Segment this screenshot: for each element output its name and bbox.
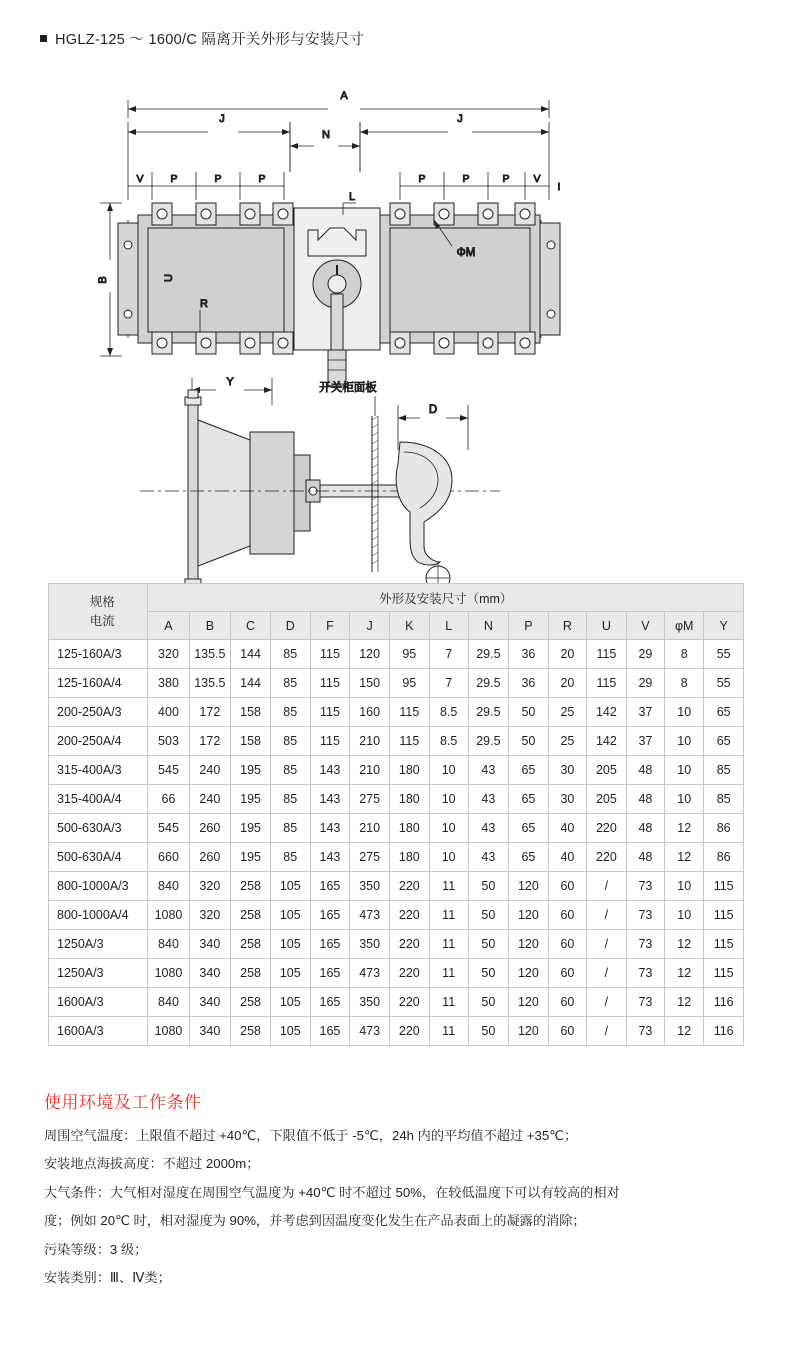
table-cell: 165 [310, 988, 350, 1017]
dim-N-label: N [322, 129, 330, 141]
table-row [49, 1017, 744, 1046]
table-cell: 180 [389, 756, 429, 785]
table-cell: 50 [468, 930, 508, 959]
table-cell: 65 [509, 843, 549, 872]
table-cell: 30 [548, 756, 586, 785]
table-cell: 85 [270, 669, 310, 698]
dim-I-label: I [557, 181, 561, 193]
table-cell: 43 [468, 756, 508, 785]
table-row [49, 698, 744, 727]
column-header: L [429, 612, 468, 640]
table-cell: 85 [704, 785, 744, 814]
table-cell: 320 [189, 901, 231, 930]
table-cell: 340 [189, 959, 231, 988]
table-cell: 150 [350, 669, 390, 698]
table-cell: 50 [468, 988, 508, 1017]
row-spec-label: 800-1000A/4 [49, 901, 148, 930]
table-cell: 205 [587, 756, 627, 785]
row-spec-label: 315-400A/3 [49, 756, 148, 785]
table-cell: 66 [148, 785, 189, 814]
row-spec-label: 125-160A/4 [49, 669, 148, 698]
table-cell: 165 [310, 1017, 350, 1046]
table-cell: 10 [665, 785, 704, 814]
table-cell: 135.5 [189, 669, 231, 698]
table-cell: 29.5 [468, 640, 508, 669]
table-cell: 115 [310, 669, 350, 698]
table-cell: 60 [548, 930, 586, 959]
table-cell: 120 [509, 930, 549, 959]
table-cell: 11 [429, 901, 468, 930]
conditions-section [44, 1088, 754, 1295]
dim-J-left-label: J [219, 113, 225, 125]
table-cell: 160 [350, 698, 390, 727]
table-cell: 258 [231, 872, 271, 901]
table-cell: 220 [389, 959, 429, 988]
dim-V-left-label: V [136, 173, 144, 185]
table-cell: 320 [148, 640, 189, 669]
table-cell: 10 [429, 785, 468, 814]
table-cell: 195 [231, 756, 271, 785]
dim-P6-label: P [502, 173, 510, 185]
table-cell: 180 [389, 785, 429, 814]
table-cell: 220 [389, 1017, 429, 1046]
table-cell: 275 [350, 785, 390, 814]
table-cell: 65 [704, 727, 744, 756]
table-row [49, 756, 744, 785]
conditions-line: 污染等级：3 级； [44, 1241, 148, 1257]
row-spec-label: 315-400A/4 [49, 785, 148, 814]
column-header: Y [704, 612, 744, 640]
dim-R-label: R [200, 298, 208, 310]
table-cell: 30 [548, 785, 586, 814]
column-header: U [587, 612, 627, 640]
table-cell: 840 [148, 872, 189, 901]
table-cell: 10 [665, 901, 704, 930]
row-spec-label: 1600A/3 [49, 988, 148, 1017]
table-cell: 115 [704, 959, 744, 988]
table-cell: 50 [468, 901, 508, 930]
table-cell: 220 [389, 930, 429, 959]
table-cell: 144 [231, 669, 271, 698]
table-cell: 60 [548, 872, 586, 901]
table-cell: 7 [429, 669, 468, 698]
table-cell: 105 [270, 901, 310, 930]
table-cell: 73 [626, 1017, 664, 1046]
table-row [49, 727, 744, 756]
table-cell: 29.5 [468, 727, 508, 756]
table-cell: 115 [389, 727, 429, 756]
table-header-row-1 [49, 584, 744, 612]
table-cell: 258 [231, 988, 271, 1017]
table-cell: 115 [389, 698, 429, 727]
dim-P5-label: P [462, 173, 470, 185]
table-cell: 1080 [148, 901, 189, 930]
table-cell: 220 [587, 843, 627, 872]
table-cell: 473 [350, 1017, 390, 1046]
table-cell: 10 [429, 843, 468, 872]
table-cell: 105 [270, 959, 310, 988]
table-cell: 25 [548, 727, 586, 756]
table-cell: 12 [665, 959, 704, 988]
drawing-svg [0, 60, 790, 570]
table-cell: 86 [704, 814, 744, 843]
table-cell: 36 [509, 669, 549, 698]
table-cell: 48 [626, 756, 664, 785]
table-cell: 195 [231, 814, 271, 843]
column-header: F [310, 612, 350, 640]
table-cell: 86 [704, 843, 744, 872]
table-cell: 43 [468, 843, 508, 872]
column-header: C [231, 612, 271, 640]
table-row [49, 843, 744, 872]
table-cell: 37 [626, 727, 664, 756]
table-cell: 210 [350, 814, 390, 843]
table-cell: 85 [270, 843, 310, 872]
column-header: K [389, 612, 429, 640]
table-cell: 105 [270, 872, 310, 901]
row-spec-label: 200-250A/4 [49, 727, 148, 756]
table-cell: 116 [704, 988, 744, 1017]
table-cell: 7 [429, 640, 468, 669]
table-cell: 10 [429, 756, 468, 785]
column-header: J [350, 612, 390, 640]
table-cell: 85 [270, 640, 310, 669]
dim-P4-label: P [418, 173, 426, 185]
table-cell: 8.5 [429, 698, 468, 727]
table-cell: 60 [548, 959, 586, 988]
table-cell: 165 [310, 930, 350, 959]
table-cell: 10 [665, 872, 704, 901]
table-cell: / [587, 930, 627, 959]
table-cell: 165 [310, 872, 350, 901]
conditions-body [44, 1125, 754, 1288]
table-cell: 260 [189, 814, 231, 843]
table-cell: 195 [231, 843, 271, 872]
table-cell: 29.5 [468, 669, 508, 698]
table-row [49, 901, 744, 930]
row-spec-label: 1600A/3 [49, 1017, 148, 1046]
table-cell: 115 [704, 872, 744, 901]
table-cell: 115 [310, 727, 350, 756]
table-cell: 340 [189, 988, 231, 1017]
table-cell: 165 [310, 959, 350, 988]
table-cell: 60 [548, 988, 586, 1017]
conditions-line: 度；例如 20℃ 时，相对湿度为 90%，并考虑到因温度变化发生在产品表面上的凝露的消除； [44, 1213, 586, 1229]
spec-table-wrapper [48, 583, 744, 1046]
table-row [49, 872, 744, 901]
row-spec-label: 125-160A/3 [49, 640, 148, 669]
table-cell: 40 [548, 814, 586, 843]
dim-D-label: D [428, 404, 438, 416]
dim-J-right-label: J [457, 113, 463, 125]
dim-V-right-label: V [533, 173, 541, 185]
table-cell: 20 [548, 640, 586, 669]
dim-phiM-label: ΦM [456, 247, 476, 259]
table-cell: 11 [429, 988, 468, 1017]
table-cell: / [587, 988, 627, 1017]
table-cell: 143 [310, 843, 350, 872]
table-cell: 340 [189, 1017, 231, 1046]
table-cell: 120 [509, 959, 549, 988]
column-header: A [148, 612, 189, 640]
table-cell: 11 [429, 959, 468, 988]
table-cell: 350 [350, 988, 390, 1017]
header-spec-line1: 规格 [89, 594, 115, 609]
table-cell: 105 [270, 1017, 310, 1046]
spec-table-head [49, 584, 744, 640]
table-cell: 8.5 [429, 727, 468, 756]
bullet-square-icon [40, 35, 47, 42]
table-cell: 380 [148, 669, 189, 698]
table-header-row-2 [49, 612, 744, 640]
table-cell: 180 [389, 843, 429, 872]
table-cell: 220 [587, 814, 627, 843]
table-cell: 29 [626, 669, 664, 698]
table-cell: 545 [148, 814, 189, 843]
table-cell: 50 [468, 872, 508, 901]
table-cell: 60 [548, 1017, 586, 1046]
spec-table [48, 583, 744, 1046]
table-cell: 210 [350, 727, 390, 756]
table-cell: 29.5 [468, 698, 508, 727]
table-cell: / [587, 1017, 627, 1046]
table-cell: 12 [665, 843, 704, 872]
table-cell: 1080 [148, 959, 189, 988]
table-cell: 143 [310, 814, 350, 843]
column-header: V [626, 612, 664, 640]
table-cell: 660 [148, 843, 189, 872]
row-spec-label: 1250A/3 [49, 959, 148, 988]
table-cell: 400 [148, 698, 189, 727]
table-cell: 65 [509, 785, 549, 814]
table-cell: 73 [626, 988, 664, 1017]
table-cell: 105 [270, 930, 310, 959]
page-title [40, 28, 364, 49]
table-cell: 258 [231, 959, 271, 988]
table-cell: 65 [704, 698, 744, 727]
table-cell: 120 [509, 872, 549, 901]
technical-drawing [0, 60, 790, 570]
dim-P2-label: P [214, 173, 222, 185]
table-cell: 8 [665, 669, 704, 698]
column-header: B [189, 612, 231, 640]
header-group-title: 外形及安装尺寸（mm） [148, 584, 744, 612]
table-cell: 120 [509, 901, 549, 930]
table-cell: 115 [310, 640, 350, 669]
row-spec-label: 200-250A/3 [49, 698, 148, 727]
table-cell: 65 [509, 814, 549, 843]
table-cell: 142 [587, 698, 627, 727]
conditions-line: 安装地点海拔高度：不超过 2000m； [44, 1156, 260, 1172]
table-cell: 473 [350, 901, 390, 930]
table-cell: 115 [310, 698, 350, 727]
table-cell: 205 [587, 785, 627, 814]
table-cell: 840 [148, 988, 189, 1017]
conditions-line: 周围空气温度：上限值不超过 +40℃，下限值不低于 -5℃，24h 内的平均值不超过 +35℃； [44, 1128, 578, 1143]
table-cell: 12 [665, 930, 704, 959]
table-cell: 11 [429, 1017, 468, 1046]
table-cell: 158 [231, 698, 271, 727]
table-row [49, 988, 744, 1017]
table-cell: 143 [310, 756, 350, 785]
table-cell: 142 [587, 727, 627, 756]
table-cell: 55 [704, 640, 744, 669]
table-cell: 350 [350, 930, 390, 959]
conditions-title: 使用环境及工作条件 [44, 1093, 202, 1112]
row-spec-label: 500-630A/3 [49, 814, 148, 843]
table-row [49, 814, 744, 843]
table-cell: 165 [310, 901, 350, 930]
table-cell: 115 [704, 901, 744, 930]
table-cell: 85 [270, 785, 310, 814]
row-spec-label: 1250A/3 [49, 930, 148, 959]
table-cell: 8 [665, 640, 704, 669]
table-cell: 220 [389, 901, 429, 930]
table-cell: 172 [189, 727, 231, 756]
table-cell: 158 [231, 727, 271, 756]
table-cell: 275 [350, 843, 390, 872]
table-cell: 48 [626, 814, 664, 843]
table-cell: 40 [548, 843, 586, 872]
dim-Y-label: Y [226, 376, 234, 388]
table-cell: 172 [189, 698, 231, 727]
table-cell: 95 [389, 640, 429, 669]
table-cell: 545 [148, 756, 189, 785]
table-cell: / [587, 901, 627, 930]
table-cell: 10 [429, 814, 468, 843]
table-cell: 10 [665, 698, 704, 727]
dim-A-label: A [340, 90, 348, 102]
conditions-line: 大气条件：大气相对湿度在周围空气温度为 +40℃ 时不超过 50%，在较低温度下可以有较高的相对 [44, 1184, 620, 1200]
table-cell: 73 [626, 872, 664, 901]
table-cell: 43 [468, 785, 508, 814]
table-cell: 115 [704, 930, 744, 959]
table-cell: 340 [189, 930, 231, 959]
table-cell: 85 [270, 756, 310, 785]
table-cell: 350 [350, 872, 390, 901]
table-cell: 50 [509, 698, 549, 727]
table-cell: 115 [587, 669, 627, 698]
table-cell: 65 [509, 756, 549, 785]
table-cell: 210 [350, 756, 390, 785]
table-cell: 10 [665, 756, 704, 785]
table-cell: 60 [548, 901, 586, 930]
table-cell: 85 [270, 814, 310, 843]
table-cell: 12 [665, 1017, 704, 1046]
table-cell: 220 [389, 872, 429, 901]
table-cell: 10 [665, 727, 704, 756]
header-spec-line2: 电流 [89, 613, 115, 628]
dim-P1-label: P [170, 173, 178, 185]
page-title-text: HGLZ-125 ～ 1600/C 隔离开关外形与安装尺寸 [55, 32, 365, 48]
table-cell: 73 [626, 930, 664, 959]
table-cell: 85 [270, 698, 310, 727]
table-cell: 50 [509, 727, 549, 756]
table-row [49, 930, 744, 959]
table-cell: 50 [468, 959, 508, 988]
table-cell: 144 [231, 640, 271, 669]
row-spec-label: 800-1000A/3 [49, 872, 148, 901]
table-cell: 143 [310, 785, 350, 814]
table-cell: / [587, 959, 627, 988]
table-cell: 11 [429, 872, 468, 901]
dim-B-label: B [97, 276, 109, 284]
table-cell: 116 [704, 1017, 744, 1046]
table-cell: 135.5 [189, 640, 231, 669]
spec-table-body [49, 640, 744, 1046]
table-cell: 25 [548, 698, 586, 727]
table-cell: 43 [468, 814, 508, 843]
table-cell: 55 [704, 669, 744, 698]
table-cell: / [587, 872, 627, 901]
table-cell: 85 [270, 727, 310, 756]
table-cell: 1080 [148, 1017, 189, 1046]
table-cell: 105 [270, 988, 310, 1017]
table-cell: 120 [509, 1017, 549, 1046]
table-cell: 73 [626, 901, 664, 930]
table-cell: 95 [389, 669, 429, 698]
table-cell: 48 [626, 843, 664, 872]
table-cell: 180 [389, 814, 429, 843]
column-header: D [270, 612, 310, 640]
table-cell: 120 [350, 640, 390, 669]
table-cell: 12 [665, 814, 704, 843]
table-cell: 473 [350, 959, 390, 988]
dim-P3-label: P [258, 173, 266, 185]
table-cell: 29 [626, 640, 664, 669]
column-header: P [509, 612, 549, 640]
table-cell: 37 [626, 698, 664, 727]
table-cell: 258 [231, 930, 271, 959]
table-cell: 73 [626, 959, 664, 988]
table-cell: 258 [231, 901, 271, 930]
column-header: φM [665, 612, 704, 640]
table-cell: 48 [626, 785, 664, 814]
dim-L-label: L [348, 191, 356, 203]
conditions-line: 安装类别：Ⅲ、Ⅳ类； [44, 1269, 171, 1285]
dim-U-label: U [163, 274, 175, 282]
table-cell: 115 [587, 640, 627, 669]
table-cell: 240 [189, 785, 231, 814]
column-header: R [548, 612, 586, 640]
table-cell: 50 [468, 1017, 508, 1046]
table-cell: 260 [189, 843, 231, 872]
table-row [49, 959, 744, 988]
table-cell: 240 [189, 756, 231, 785]
table-cell: 840 [148, 930, 189, 959]
table-cell: 120 [509, 988, 549, 1017]
table-cell: 220 [389, 988, 429, 1017]
column-header: N [468, 612, 508, 640]
table-cell: 258 [231, 1017, 271, 1046]
table-row [49, 640, 744, 669]
table-row [49, 669, 744, 698]
table-cell: 320 [189, 872, 231, 901]
header-spec-current [49, 584, 148, 640]
table-cell: 20 [548, 669, 586, 698]
row-spec-label: 500-630A/4 [49, 843, 148, 872]
table-cell: 36 [509, 640, 549, 669]
table-cell: 195 [231, 785, 271, 814]
table-cell: 11 [429, 930, 468, 959]
table-row [49, 785, 744, 814]
table-cell: 85 [704, 756, 744, 785]
panel-label: 开关柜面板 [319, 382, 377, 394]
table-cell: 12 [665, 988, 704, 1017]
table-cell: 503 [148, 727, 189, 756]
